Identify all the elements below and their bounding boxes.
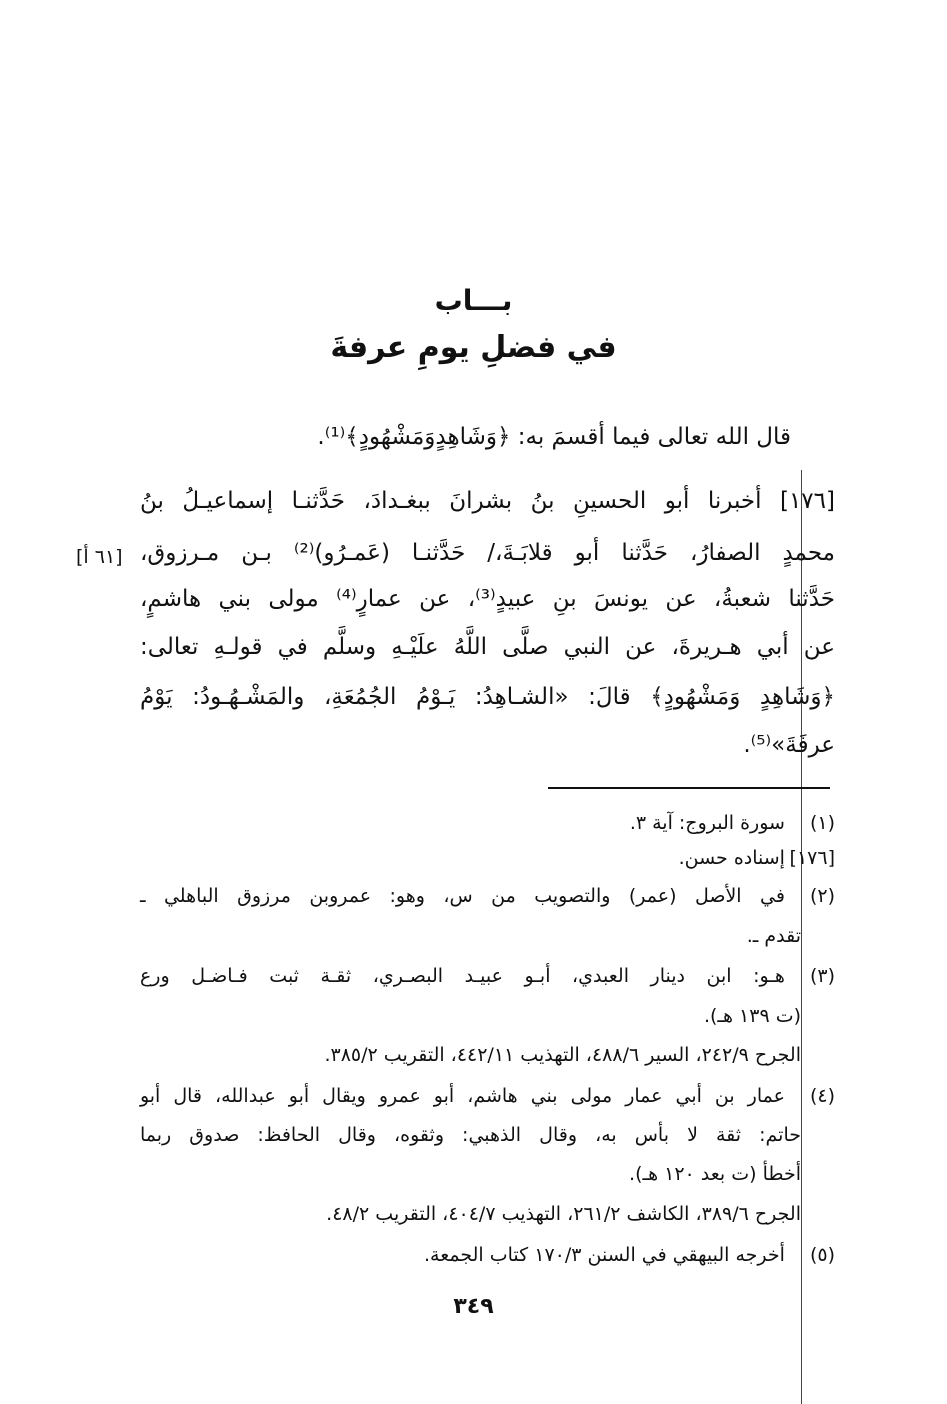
footnote-marker: (٤) [809, 1085, 835, 1107]
chapter-title: في فضلِ يومِ عرفةَ [330, 330, 617, 365]
footnote-marker: (٢) [809, 885, 835, 907]
footnote-text: عمار بن أبي عمار مولى بني هاشم، أبو عمرو ويقال أبو عبدالله، قال أبو [139, 1085, 785, 1107]
footnote-5 [140, 1244, 835, 1266]
footnote-text: هـو: ابن دينار العبدي، أبـو عبيـد البصـري، ثقـة ثبت فـاضـل ورع [139, 965, 785, 987]
footnote-text: أخرجه البيهقي في السنن ١٧٠/٣ كتاب الجمعة. [423, 1244, 785, 1266]
footnote-4-references: الجرح ٣٨٩/٦، الكاشف ٢٦١/٢، التهذيب ٤٠٤/٧، التقريب ٤٨/٢. [326, 1203, 801, 1225]
footnote-separator [548, 787, 830, 789]
footnote-4-continued: حاتم: ثقة لا بأس به، وقال الذهبي: وثقوه، وقال الحافظ: صدوق ربما [140, 1124, 801, 1146]
footnote-marker: [١٧٦] [789, 847, 835, 869]
body-line-3: حَدَّثنا شعبةُ، عن يونسَ بنِ عبيدٍ⁽³⁾، عن عمارٍ⁽⁴⁾ مولى بني هاشمٍ، [140, 586, 835, 612]
manuscript-folio-note: [٦١ أ] [76, 546, 123, 568]
body-line-1: [١٧٦] أخبرنا أبو الحسينِ بنُ بشرانَ ببغـدادَ، حَدَّثنـا إسماعيـلُ بنُ [140, 488, 835, 514]
body-line-5: ﴿وَشَاهِدٍ وَمَشْهُودٍ﴾ قالَ: «الشـاهِدُ: يَـوْمُ الجُمُعَةِ، والمَشْـهُـودُ: يَوْمُ [140, 684, 835, 710]
page-number: ٣٤٩ [453, 1294, 494, 1319]
footnote-text: في الأصل (عمر) والتصويب من س، وهو: عمروبن مرزوق الباهلي ـ [139, 885, 785, 907]
footnote-4-continued-2: أخطأ (ت بعد ١٢٠ هـ). [629, 1163, 801, 1185]
footnote-text: سورة البروج: آية ٣. [629, 812, 785, 834]
footnote-3-references: الجرح ٢٤٢/٩، السير ٤٨٨/٦، التهذيب ٤٤٢/١١، التقريب ٣٨٥/٢. [324, 1044, 801, 1066]
footnote-marker: (١) [809, 812, 835, 834]
footnote-marker: (٥) [809, 1244, 835, 1266]
footnote-1 [140, 812, 835, 834]
footnote-text: إسناده حسن. [678, 847, 785, 869]
footnote-4 [140, 1085, 835, 1107]
body-line-6: عرفَةَ»⁽⁵⁾. [743, 732, 835, 758]
body-line-4: عن أبي هـريرةَ، عن النبي صلَّى اللَّهُ علَيْـهِ وسلَّم في قولـهِ تعالى: [140, 634, 835, 660]
chapter-label: بـــاب [434, 284, 513, 317]
footnote-2 [140, 885, 835, 907]
footnote-3-continued: (ت ١٣٩ هـ). [703, 1005, 801, 1027]
footnote-176 [140, 847, 835, 869]
footnote-2-continued: تقدم ـ. [746, 925, 801, 947]
intro-line: قال الله تعالى فيما أقسمَ به: ﴿وَشَاهِدٍوَمَشْهُودٍ﴾⁽¹⁾. [317, 424, 791, 450]
body-line-2: محمدٍ الصفارُ، حَدَّثنا أبو قلابَـةَ،/ حَدَّثنـا (عَمـرُو)⁽²⁾ بـن مـرزوق، [140, 540, 836, 566]
footnote-3 [140, 965, 835, 987]
footnote-marker: (٣) [809, 965, 835, 987]
